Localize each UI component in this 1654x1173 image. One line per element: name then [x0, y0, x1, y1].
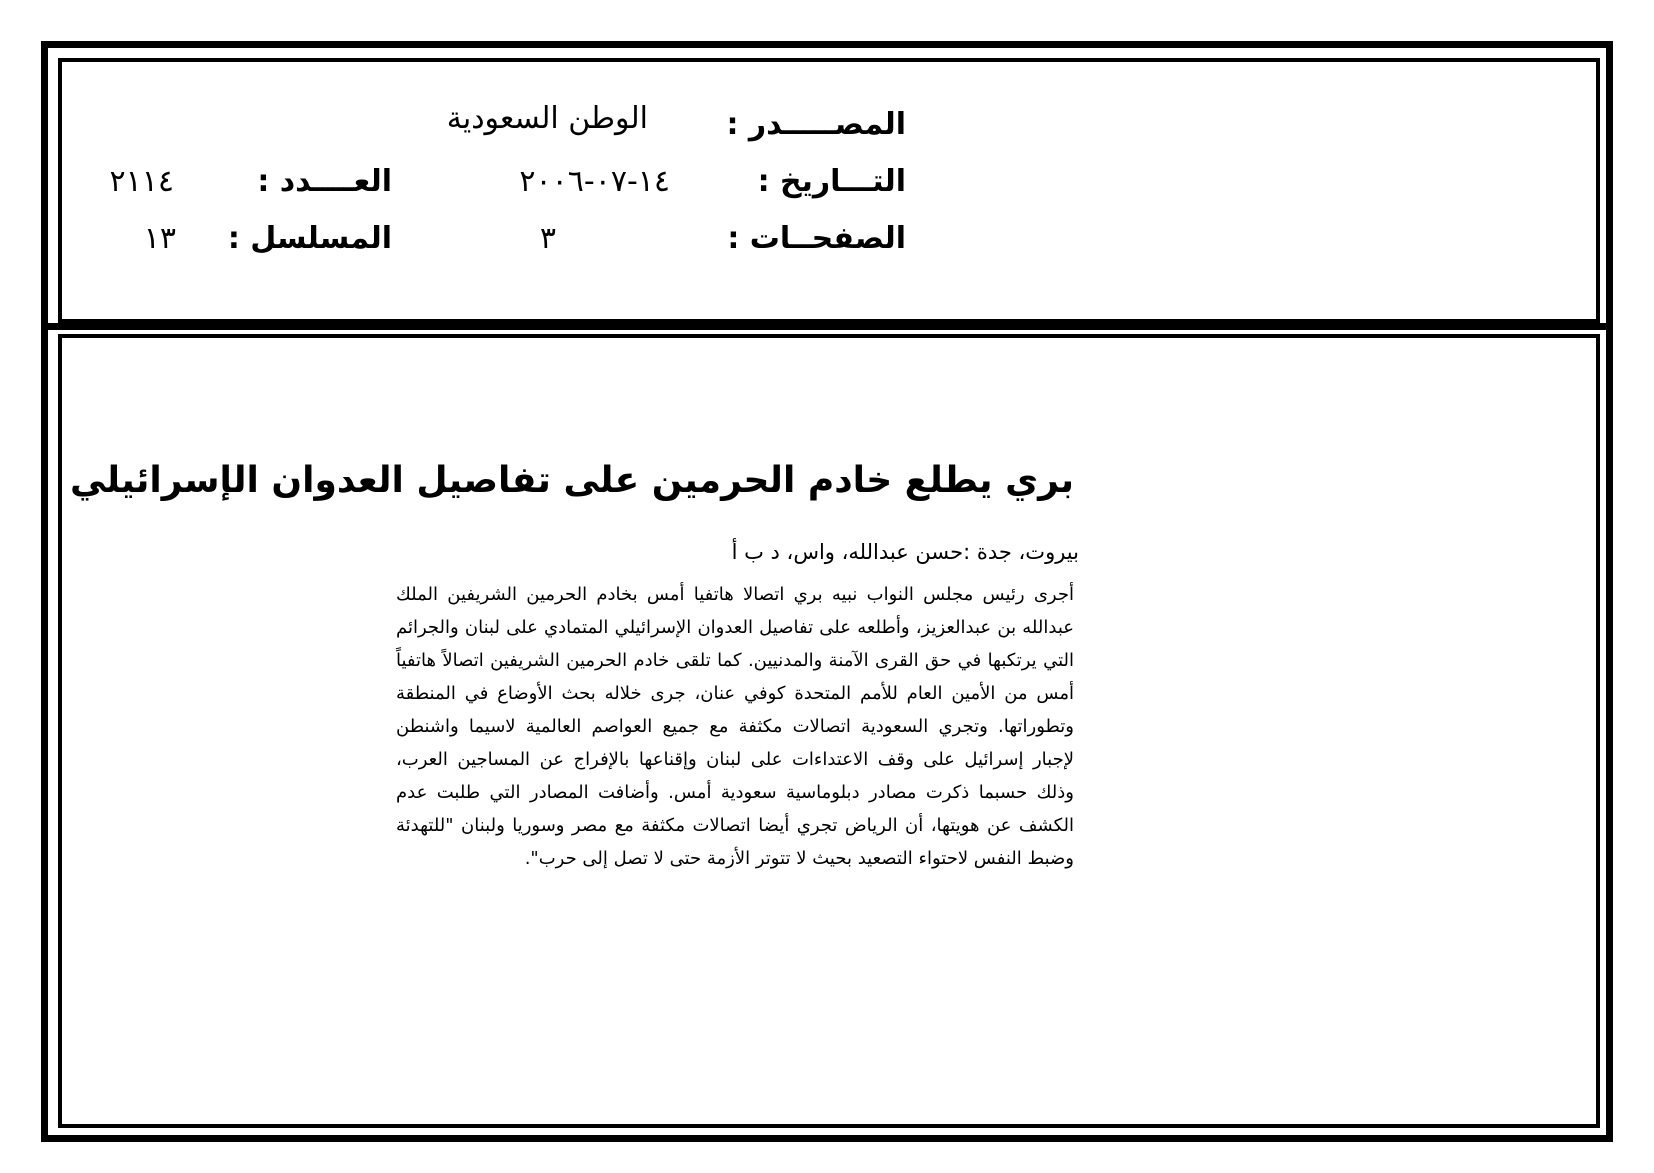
- source-value: الوطن السعودية: [446, 101, 648, 136]
- header-divider: [41, 323, 1613, 330]
- serial-label: المسلسل :: [227, 221, 392, 256]
- source-label: المصـــــدر :: [726, 107, 906, 142]
- issue-label: العــــدد :: [257, 164, 392, 199]
- serial-value: ١٣: [143, 221, 176, 256]
- pages-label: الصفحــات :: [727, 221, 906, 256]
- issue-value: ٢١١٤: [109, 164, 174, 199]
- pages-value: ٣: [539, 221, 556, 256]
- article-body: أجرى رئيس مجلس النواب نبيه بري اتصالا هاتفيا أمس بخادم الحرمين الشريفين الملك عبدالله بن عبدالعزيز، وأطلعه على تفاصيل العدوان الإسرائيلي المتمادي على لبنان والجرائم التي يرتكبها في حق القرى الآمنة والمدنيين. كما تلقى خادم الحرمين الشريفين اتصالاً هاتفياً أمس من الأمين العام للأمم المتحدة كوفي عنان، جرى خلاله بحث الأوضاع في المنطقة وتطوراتها. وتجري السعودية اتصالات مكثفة مع جميع العواصم العالمية لاسيما واشنطن لإجبار إسرائيل على وقف الاعتداءات على لبنان وإقناعها بالإفراج عن المساجين العرب، وذلك حسبما ذكرت مصادر دبلوماسية سعودية أمس. وأضافت المصادر التي طلبت عدم الكشف عن هويتها، أن الرياض تجري أيضا اتصالات مكثفة مع مصر وسوريا ولبنان "للتهدئة وضبط النفس لاحتواء التصعيد بحيث لا تتوتر الأزمة حتى لا تصل إلى حرب".: [396, 584, 1074, 869]
- date-value: ١٤-٠٧-٢٠٠٦: [519, 164, 670, 199]
- article-dateline: بيروت، جدة :حسن عبدالله، واس، د ب أ: [731, 540, 1079, 564]
- article-headline: بري يطلع خادم الحرمين على تفاصيل العدوان الإسرائيلي: [70, 460, 1074, 501]
- date-label: التـــاريخ :: [757, 164, 906, 199]
